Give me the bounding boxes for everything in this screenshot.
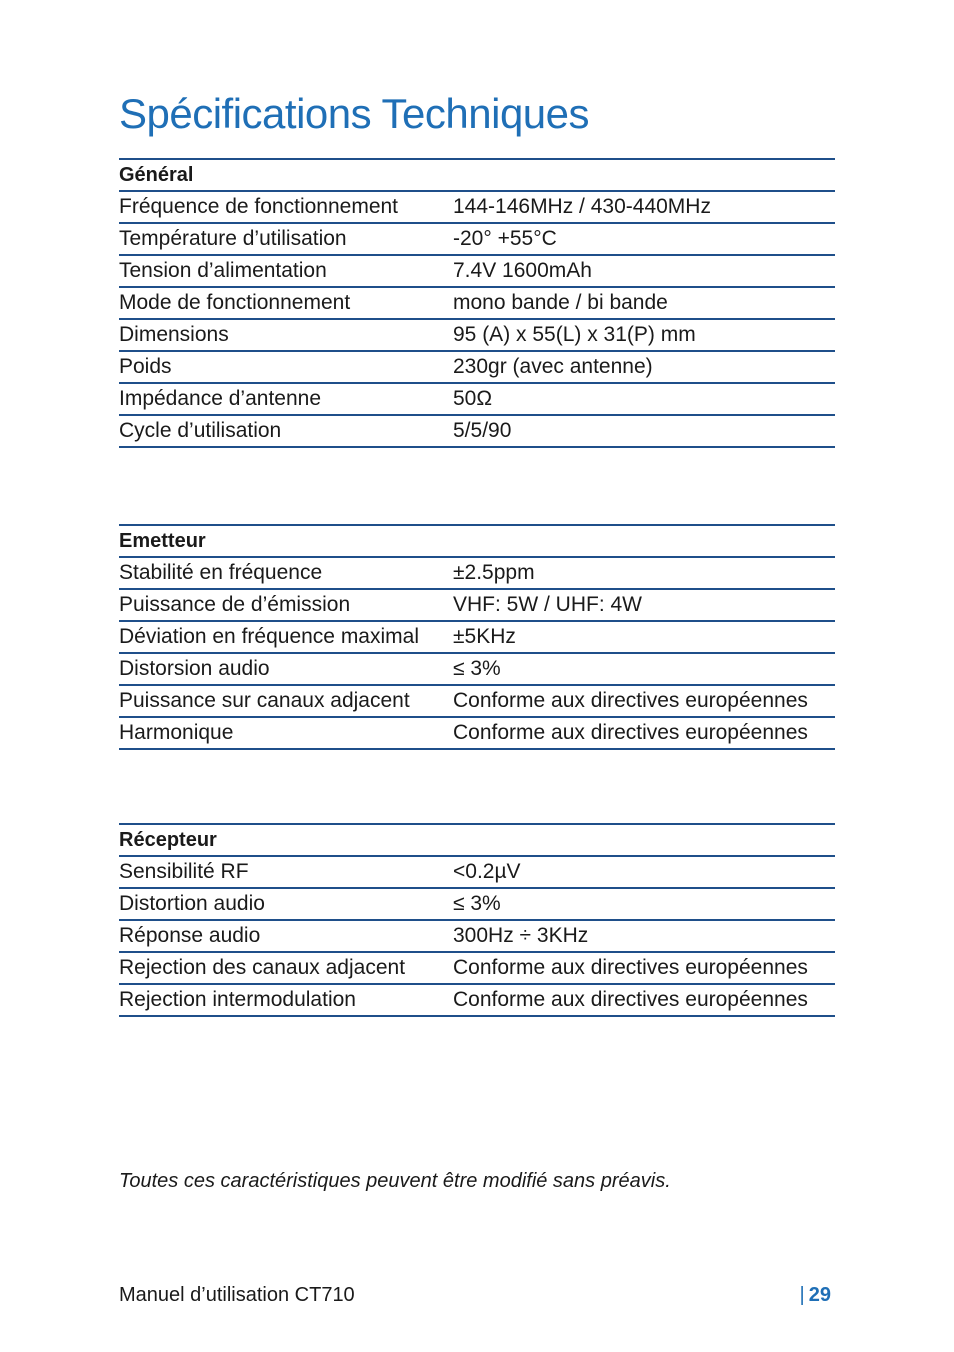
section-heading-label: Général (119, 164, 194, 186)
table-row (119, 414, 835, 448)
footer-separator: | (799, 1284, 805, 1306)
section-heading (119, 524, 835, 556)
spec-label: Cycle d’utilisation (119, 419, 282, 442)
spec-value: ±5KHz (453, 625, 516, 648)
spec-value: 144-146MHz / 430-440MHz (453, 195, 711, 218)
table-row (119, 222, 835, 254)
table-row (119, 318, 835, 350)
disclaimer-note: Toutes ces caractéristiques peuvent être modifié sans préavis. (119, 1170, 671, 1192)
spec-value: -20° +55°C (453, 227, 557, 250)
spec-label: Stabilité en fréquence (119, 561, 323, 584)
table-row (119, 716, 835, 750)
section-heading-label: Récepteur (119, 829, 217, 851)
spec-label: Fréquence de fonctionnement (119, 195, 399, 218)
table-row (119, 190, 835, 222)
table-row (119, 556, 835, 588)
spec-label: Température d’utilisation (119, 227, 347, 250)
spec-value: Conforme aux directives européennes (453, 956, 808, 979)
spec-value: Conforme aux directives européennes (453, 988, 808, 1011)
footer-manual-title: Manuel d’utilisation CT710 (119, 1284, 355, 1306)
spec-label: Déviation en fréquence maximal (119, 625, 419, 648)
spec-label: Tension d’alimentation (119, 259, 327, 282)
spec-value: mono bande / bi bande (453, 291, 668, 314)
spec-value: 95 (A) x 55(L) x 31(P) mm (453, 323, 696, 346)
table-row (119, 620, 835, 652)
spec-table-emetteur (119, 524, 835, 750)
spec-value: VHF: 5W / UHF: 4W (453, 593, 642, 616)
spec-value: 5/5/90 (453, 419, 512, 442)
table-row (119, 887, 835, 919)
table-row (119, 919, 835, 951)
table-row (119, 684, 835, 716)
spec-label: Puissance de d’émission (119, 593, 351, 616)
spec-label: Sensibilité RF (119, 860, 249, 883)
table-row (119, 951, 835, 983)
section-heading (119, 823, 835, 855)
spec-label: Puissance sur canaux adjacent (119, 689, 410, 712)
spec-label: Harmonique (119, 721, 234, 744)
footer-page-number (800, 1284, 831, 1307)
table-row (119, 652, 835, 684)
page-number: 29 (808, 1284, 831, 1306)
spec-table-general (119, 158, 835, 448)
spec-value: 230gr (avec antenne) (453, 355, 653, 378)
spec-label: Impédance d’antenne (119, 387, 321, 410)
spec-label: Dimensions (119, 323, 229, 346)
spec-value: <0.2µV (453, 860, 521, 883)
spec-label: Distortion audio (119, 892, 265, 915)
spec-value: 300Hz ÷ 3KHz (453, 924, 589, 947)
spec-label: Mode de fonctionnement (119, 291, 351, 314)
table-row (119, 286, 835, 318)
spec-label: Réponse audio (119, 924, 261, 947)
page-title: Spécifications Techniques (119, 90, 590, 137)
table-row (119, 254, 835, 286)
table-row (119, 350, 835, 382)
spec-label: Rejection des canaux adjacent (119, 956, 406, 979)
table-row (119, 983, 835, 1017)
spec-label: Rejection intermodulation (119, 988, 356, 1011)
section-heading (119, 158, 835, 190)
spec-value: 7.4V 1600mAh (453, 259, 592, 282)
spec-value: 50Ω (453, 387, 493, 410)
spec-label: Poids (119, 355, 172, 378)
spec-value: ≤ 3% (453, 892, 501, 915)
spec-value: Conforme aux directives européennes (453, 689, 808, 712)
spec-value: ≤ 3% (453, 657, 501, 680)
table-row (119, 382, 835, 414)
section-heading-label: Emetteur (119, 530, 206, 552)
spec-label: Distorsion audio (119, 657, 270, 680)
table-row (119, 855, 835, 887)
spec-value: ±2.5ppm (453, 561, 535, 584)
table-row (119, 588, 835, 620)
spec-value: Conforme aux directives européennes (453, 721, 808, 744)
spec-table-recepteur (119, 823, 835, 1017)
